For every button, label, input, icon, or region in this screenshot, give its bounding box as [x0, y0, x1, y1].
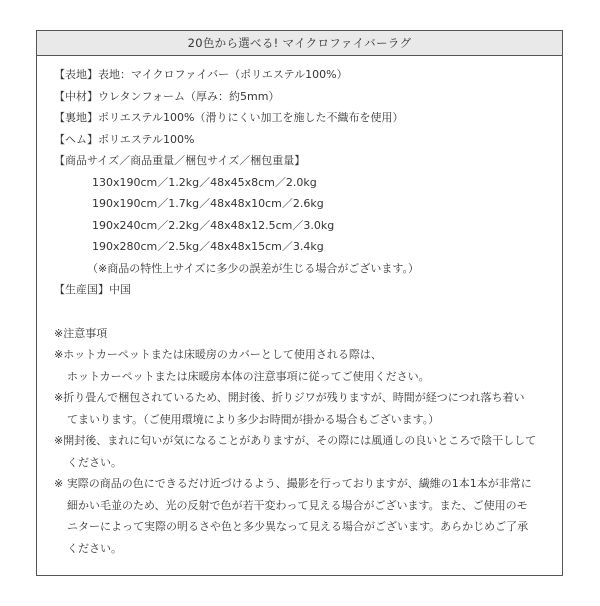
spec-hem: 【ヘム】ポリエステル100%: [54, 132, 195, 146]
caution-item-4-cont: ください。: [67, 541, 122, 555]
caution-item-3: ※開封後、まれに匂いが気になることがありますが、その際には風通しの良いところで陰干しして: [54, 434, 537, 447]
caution-item-1: ※ホットカーペットまたは床暖房のカバーとして使用される際は、: [54, 348, 382, 361]
size-row: 190x190cm／1.7kg／48x48x10cm／2.6kg: [92, 197, 324, 210]
caution-item-4-cont: ニターによって実際の明るさや色と多少異なって見える場合がございます。あらかじめご了承: [67, 520, 529, 533]
size-note: （※商品の特性上サイズに多少の誤差が生じる場合がございます。）: [87, 261, 419, 275]
caution-item-1-cont: ホットカーペットまたは床暖房本体の注意事項に従ってご使用ください。: [67, 369, 430, 383]
size-row: 190x280cm／2.5kg／48x48x15cm／3.4kg: [92, 240, 324, 253]
origin: 【生産国】中国: [54, 283, 131, 296]
size-row: 190x240cm／2.2kg／48x48x12.5cm／3.0kg: [92, 218, 335, 232]
size-row: 130x190cm／1.2kg／48x45x8cm／2.0kg: [92, 175, 317, 189]
spacer: [54, 301, 562, 323]
product-info-panel: [36, 30, 563, 576]
caution-item-2-cont: てまいります。（ご使用環境により多少お時間が掛かる場合もございます。）: [67, 412, 440, 426]
panel-title: 20色から選べる! マイクロファイバーラグ: [187, 36, 412, 50]
caution-item-4-cont: 細かい毛並のため、光の反射で色が若干変わって見える場合がございます。また、ご使用のモ: [67, 498, 528, 512]
caution-item-4: ※ 実際の商品の色にできるだけ近づけるよう、撮影を行っておりますが、繊維の1本1本が非常に: [54, 477, 532, 490]
caution-item-3-cont: ください。: [67, 455, 122, 469]
panel-content: [37, 56, 562, 559]
spec-filling: 【中材】ウレタンフォーム（厚み：約5mm）: [54, 89, 280, 103]
spec-backing: 【裏地】ポリエステル100%（滑りにくい加工を施した不織布を使用）: [54, 111, 404, 124]
spec-size-heading: 【商品サイズ／商品重量／梱包サイズ／梱包重量】: [54, 154, 306, 167]
caution-heading: ※注意事項: [54, 326, 108, 340]
spec-surface: 【表地】表地：マイクロファイバー（ポリエステル100%）: [54, 68, 348, 81]
caution-item-2: ※折り畳んで梱包されているため、開封後、折りジワが残りますが、時間が経つにつれ落ち着い: [54, 391, 525, 404]
title-bar: [37, 31, 562, 56]
